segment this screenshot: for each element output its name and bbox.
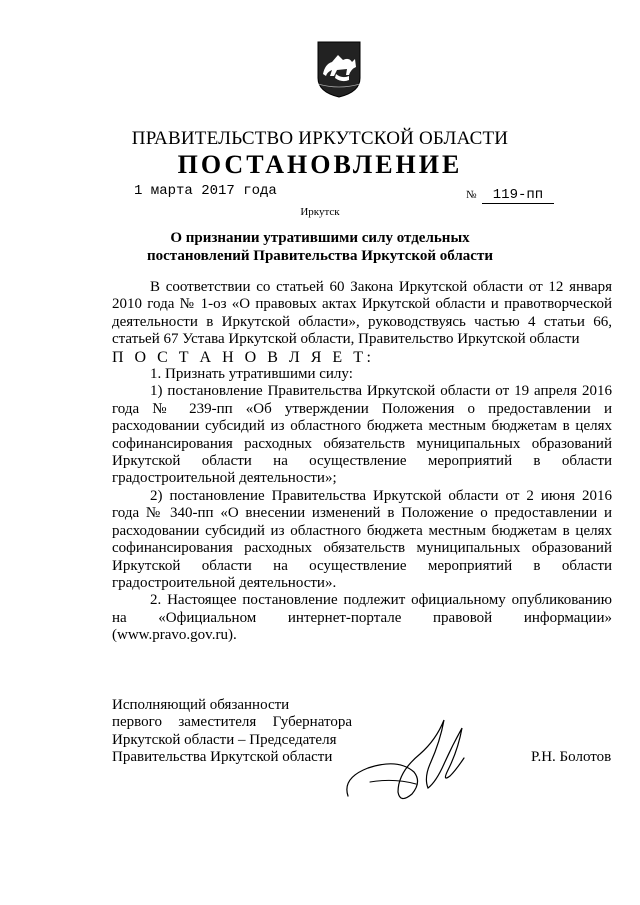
signer-position-line-1: Исполняющий обязанности (112, 697, 290, 713)
signer-position-line-3: Иркутской области – Председателя (112, 731, 337, 748)
number-sign: № (466, 189, 477, 201)
resolves-heading: П О С Т А Н О В Л Я Е Т: (112, 348, 375, 366)
coat-of-arms-icon (316, 40, 362, 98)
government-name: ПРАВИТЕЛЬСТВО ИРКУТСКОЙ ОБЛАСТИ (131, 128, 509, 149)
document-type: ПОСТАНОВЛЕНИЕ (177, 150, 463, 179)
subpoint-1: 1) постановление Правительства Иркутской области от 19 апреля 2016 года № 239-пп «Об утверждении Положения о предоставлении и расходовании субсидий из областного бюджета местным бюджетам в целях софинансирования расходных обязательств муниципальных образований Иркутской области на осуществление мероприятий в области градостроительной деятельности»; (112, 383, 612, 487)
handwritten-signature (340, 712, 470, 812)
signature-block (112, 697, 352, 767)
title-line-2: постановлений Правительства Иркутской области (147, 248, 493, 264)
signer-name: Р.Н. Болотов (531, 749, 612, 765)
signer-position-line-2: первого заместителя Губернатора (112, 714, 352, 731)
document-body (112, 279, 612, 645)
signer-position-line-4: Правительства Иркутской области (112, 749, 333, 766)
point-1: 1. Признать утратившими силу: (150, 366, 353, 383)
number-value: 119-пп (482, 187, 554, 204)
preamble-paragraph: В соответствии со статьей 60 Закона Иркутской области от 12 января 2010 года № 1-оз «О правовых актах Иркутской области и правотворческой деятельности в Иркутской области», руководствуясь частью 4 статьи 66, статьей 67 Устава Иркутской области, Правительство Иркутской области (112, 279, 612, 348)
document-number (466, 187, 554, 204)
document-city: Иркутск (300, 206, 340, 218)
subpoint-2: 2) постановление Правительства Иркутской области от 2 июня 2016 года № 340-пп «О внесении изменений в Положение о предоставлении и расходовании субсидий из областного бюджета местным бюджетам в целях софинансирования расходных обязательств муниципальных образований Иркутской области на осуществление мероприятий в области градостроительной деятельности». (112, 487, 612, 591)
title-line-1: О признании утратившими силу отдельных (170, 230, 470, 246)
document-title (0, 229, 640, 265)
document-date: 1 марта 2017 года (134, 183, 277, 199)
point-2: 2. Настоящее постановление подлежит официальному опубликованию на «Официальном интернет-портале правовой информации» (www.pravo.gov.ru). (112, 592, 612, 644)
